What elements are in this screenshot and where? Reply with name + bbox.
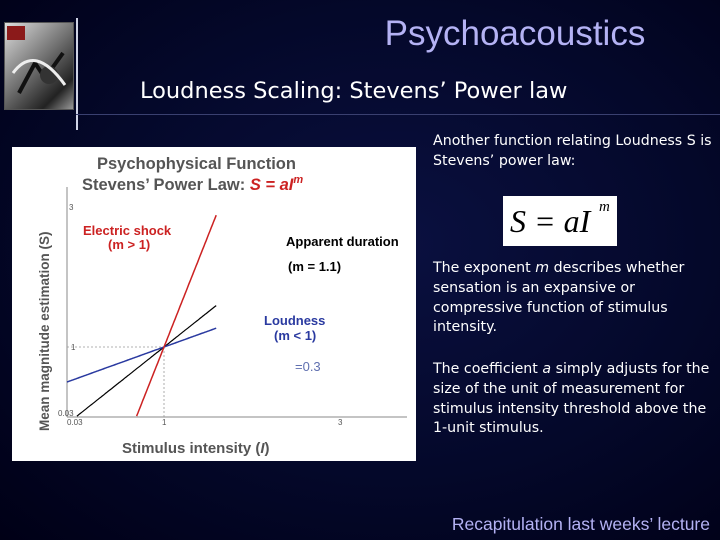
figure-formula-exponent: m [293,174,304,186]
x-tick-3: 3 [338,418,343,427]
formula-exponent: m [599,199,610,215]
coefficient-paragraph-post: simply adjusts for the size of the unit of measurement for stimulus intensity threshold above the 1-unit stimulus. [433,361,710,437]
intro-paragraph: Another function relating Loudness S is Stevens’ power law: [433,133,712,169]
coefficient-paragraph-var: a [542,361,552,377]
x-axis-label-suffix: ) [264,440,270,457]
figure-formula: S = aI [249,176,294,194]
y-tick-1: 1 [71,343,76,352]
y-tick-3: 3 [69,203,74,212]
coefficient-paragraph [433,360,719,439]
footer-caption: Recapitulation last weeks’ lecture [451,514,710,534]
y-axis-label: Mean magnitude estimation (S) [37,231,52,431]
x-axis-label-prefix: Stimulus intensity ( [122,440,261,457]
formula-text: S = aI [510,203,591,239]
label-electric-shock: Electric shock [83,223,172,238]
figure-annotation: =0.3 [295,359,321,374]
curve-loudness [67,328,216,382]
x-tick-1: 1 [162,418,167,427]
label-electric-shock-exponent: (m > 1) [108,237,151,252]
slide-title: Psychoacoustics [384,14,646,53]
stevens-power-law-figure [12,147,416,461]
x-tick-0.03: 0.03 [67,418,83,427]
label-loudness-exponent: (m < 1) [274,328,317,343]
label-loudness: Loudness [264,313,326,328]
formula-box [503,196,617,246]
figure-subtitle [82,174,303,194]
label-apparent-duration: Apparent duration [286,234,399,249]
exponent-paragraph-var: m [535,260,550,276]
figure-svg [12,147,416,461]
x-axis-label-var: I [260,440,265,457]
curve-apparent-duration [77,306,216,417]
exponent-paragraph-post: describes whether sensation is an expansive or compressive function of stimulus intensity. [433,260,685,336]
figure-title: Psychophysical Function [97,155,296,173]
label-apparent-duration-exponent: (m = 1.1) [288,259,342,274]
exponent-paragraph [433,259,719,338]
header-divider-horizontal [76,114,720,115]
coefficient-paragraph-pre: The coefficient [433,361,543,377]
logo [4,22,74,110]
slide-subtitle: Loudness Scaling: Stevens’ Power law [140,78,568,104]
x-axis-label [122,440,270,457]
exponent-paragraph-pre: The exponent [433,260,536,276]
y-tick-0.03: 0.03 [58,409,74,418]
figure-subtitle-prefix: Stevens’ Power Law: [82,176,250,194]
logo-graphic [5,23,73,109]
